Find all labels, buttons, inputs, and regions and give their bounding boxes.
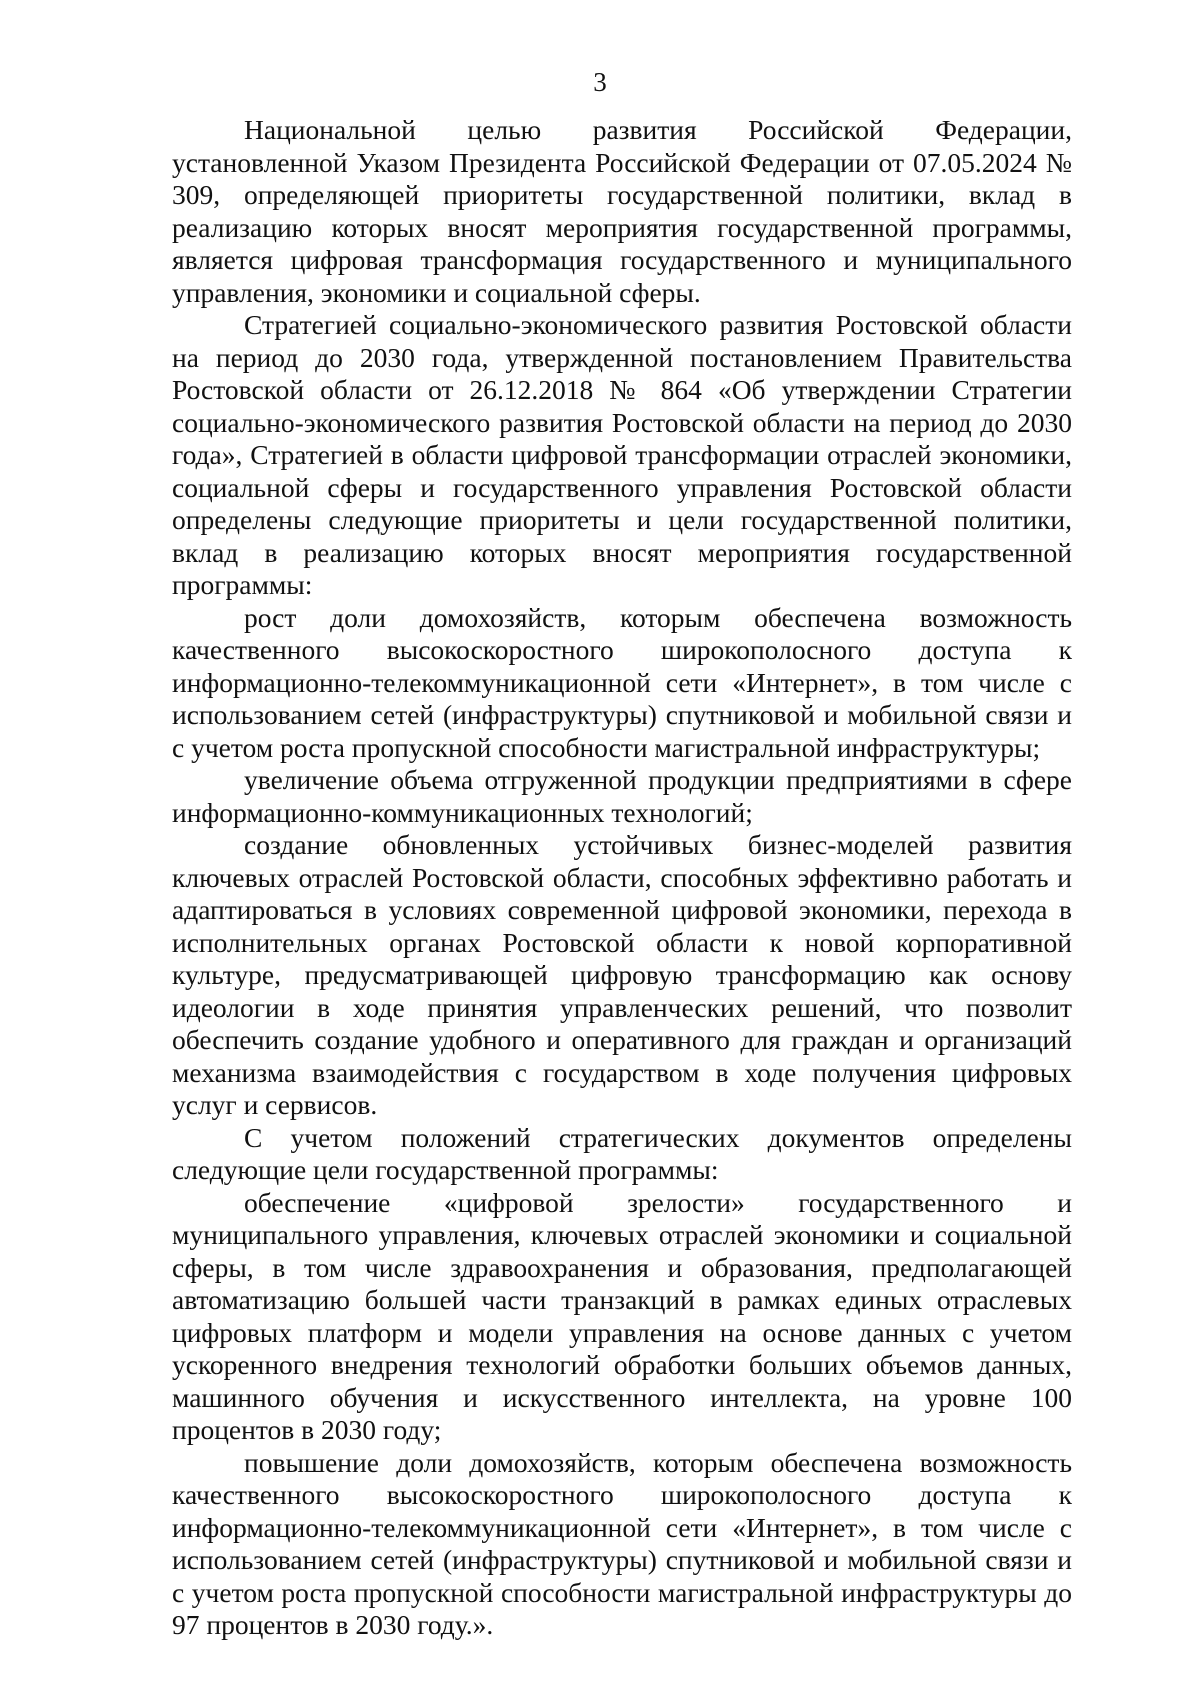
paragraph-strategy: Стратегией социально-экономического развития Ростовской области на период до 2030 года, утвержденной постановлением Правительства Ростовской области от 26.12.2018 № 864 «Об утверждении Стратегии социально-экономического развития Ростовской области на период до 2030 года», Стратегией в области цифровой трансформации отраслей экономики, социальной сферы и государственного управления Ростовской области определены следующие приоритеты и цели государственной политики, вклад в реализацию которых вносят мероприятия государственной программы: bbox=[172, 309, 1072, 600]
page-number: 3 bbox=[593, 67, 607, 97]
document-body bbox=[172, 114, 1072, 1642]
list-item-business-models: создание обновленных устойчивых бизнес-моделей развития ключевых отраслей Ростовской области, способных эффективно работать и адаптироваться в условиях современной цифровой экономики, перехода в исполнительных органах Ростовской области к новой корпоративной культуре, предусматривающей цифровую трансформацию как основу идеологии в ходе принятия управленческих решений, что позволит обеспечить создание удобного и оперативного для граждан и организаций механизма взаимодействия с государством в ходе получения цифровых услуг и сервисов. bbox=[172, 829, 1072, 1120]
list-item-digital-maturity: обеспечение «цифровой зрелости» государственного и муниципального управления, ключевых отраслей экономики и социальной сферы, в том числе здравоохранения и образования, предполагающей автоматизацию большей части транзакций в рамках единых отраслевых цифровых платформ и модели управления на основе данных с учетом ускоренного внедрения технологий обработки больших объемов данных, машинного обучения и искусственного интеллекта, на уровне 100 процентов в 2030 году; bbox=[172, 1186, 1072, 1445]
paragraph-national-goal: Национальной целью развития Российской Федерации, установленной Указом Президента Российской Федерации от 07.05.2024 № 309, определяющей приоритеты государственной политики, вклад в реализацию которых вносят мероприятия государственной программы, является цифровая трансформация государственного и муниципального управления, экономики и социальной сферы. bbox=[172, 114, 1072, 308]
paragraph-program-goals: С учетом положений стратегических документов определены следующие цели государственной программы: bbox=[172, 1121, 1072, 1185]
list-item-households-share: повышение доли домохозяйств, которым обеспечена возможность качественного высокоскоростного широкополосного доступа к информационно-телекоммуникационной сети «Интернет», в том числе с использованием сетей (инфраструктуры) спутниковой и мобильной связи и с учетом роста пропускной способности магистральной инфраструктуры до 97 процентов в 2030 году.». bbox=[172, 1446, 1072, 1640]
list-item-ict-volume: увеличение объема отгруженной продукции предприятиями в сфере информационно-коммуникационных технологий; bbox=[172, 764, 1072, 828]
list-item-households-growth: рост доли домохозяйств, которым обеспечена возможность качественного высокоскоростного широкополосного доступа к информационно-телекоммуникационной сети «Интернет», в том числе с использованием сетей (инфраструктуры) спутниковой и мобильной связи и с учетом роста пропускной способности магистральной инфраструктуры; bbox=[172, 601, 1072, 763]
